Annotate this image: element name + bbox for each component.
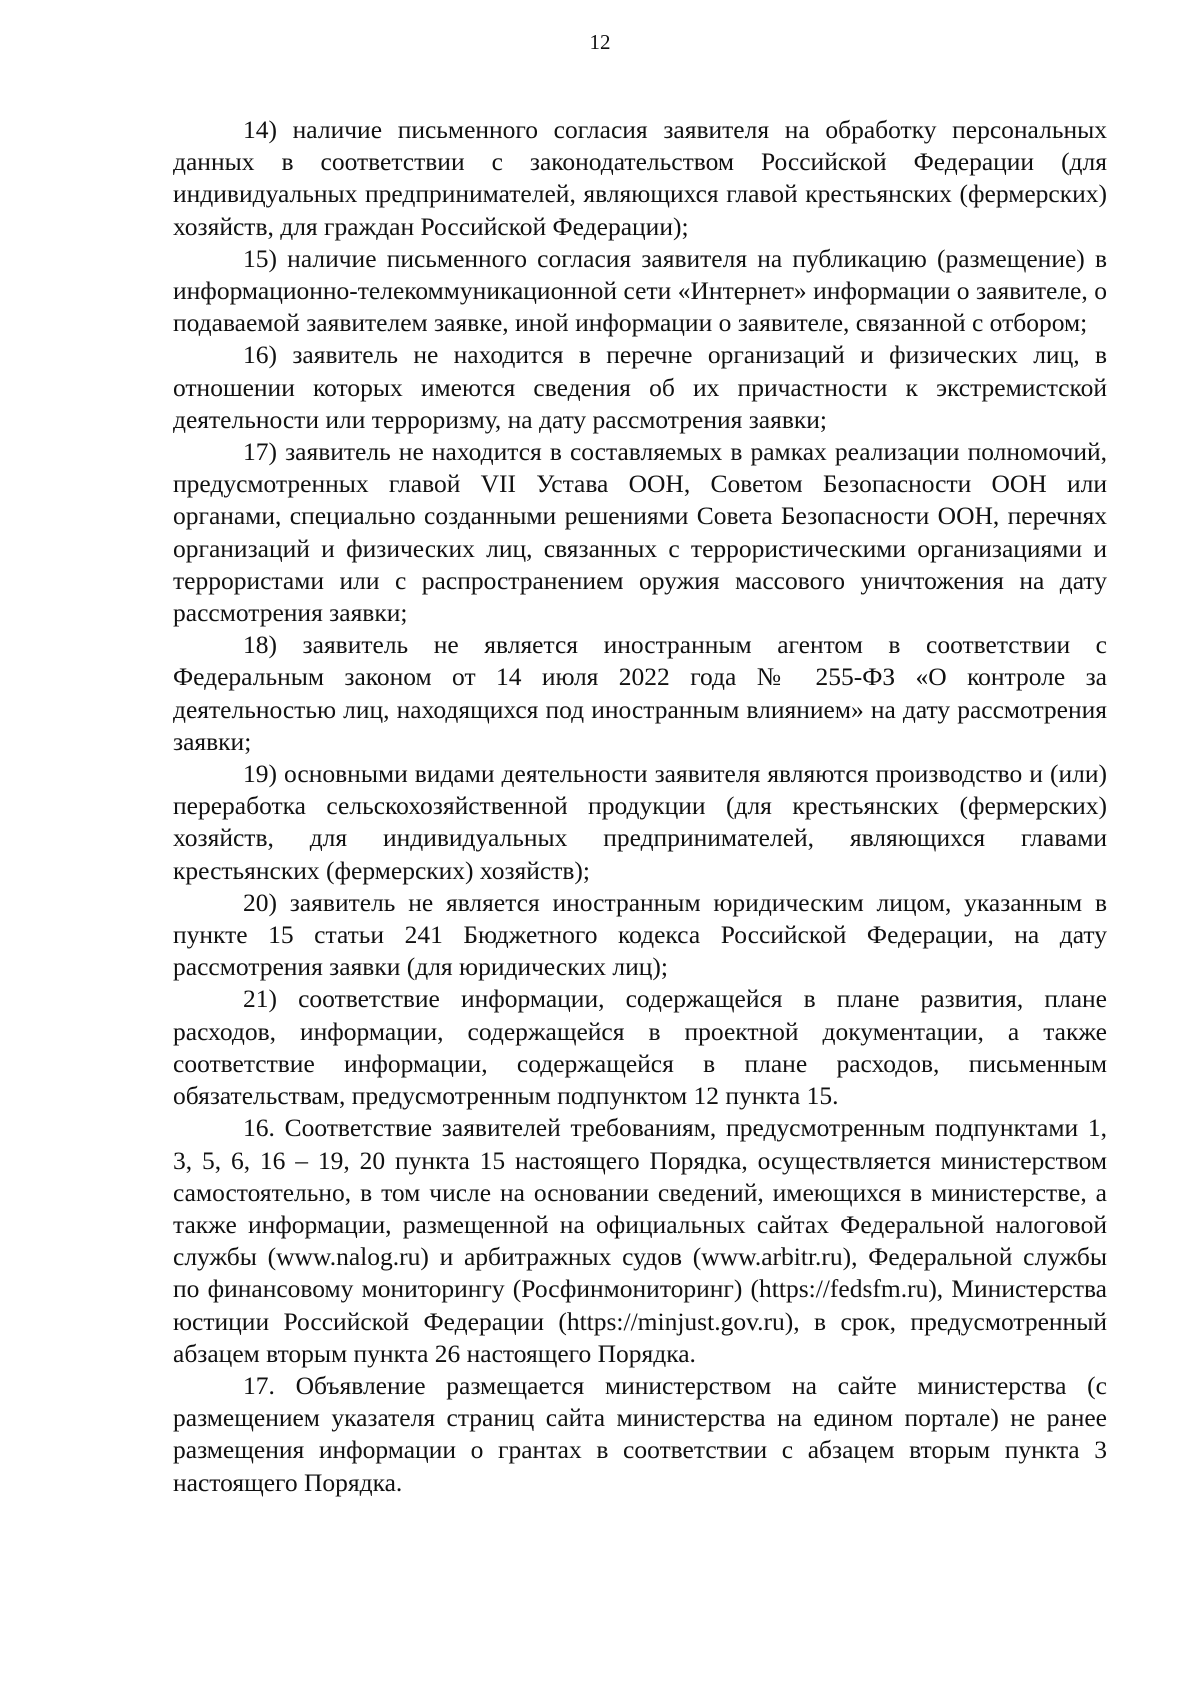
page-number: 12 [589,30,611,54]
document-body [173,114,1107,1499]
paragraph-section-16: 16. Соответствие заявителей требованиям, предусмотренным подпунктами 1, 3, 5, 6, 16 – 19, 20 пункта 15 настоящего Порядка, осуществляется министерством самостоятельно, в том числе на основании сведений, имеющихся в министерстве, а также информации, размещенной на официальных сайтах Федеральной налоговой службы (www.nalog.ru) и арбитражных судов (www.arbitr.ru), Федеральной службы по финансовому мониторингу (Росфинмониторинг) (https://fedsfm.ru), Министерства юстиции Российской Федерации (https://minjust.gov.ru), в срок, предусмотренный абзацем вторым пункта 26 настоящего Порядка. [173,1113,1107,1368]
paragraph-item-16: 16) заявитель не находится в перечне организаций и физических лиц, в отношении которых имеются сведения об их причастности к экстремистской деятельности или терроризму, на дату рассмотрения заявки; [173,340,1107,434]
paragraph-item-17: 17) заявитель не находится в составляемых в рамках реализации полномочий, предусмотренных главой VII Устава ООН, Советом Безопасности ООН или органами, специально созданными решениями Совета Безопасности ООН, перечнях организаций и физических лиц, связанных с террористическими организациями и террористами или с распространением оружия массового уничтожения на дату рассмотрения заявки; [173,437,1107,628]
paragraph-item-15: 15) наличие письменного согласия заявителя на публикацию (размещение) в информационно-телекоммуникационной сети «Интернет» информации о заявителе, о подаваемой заявителем заявке, иной информации о заявителе, связанной с отбором; [173,243,1107,338]
paragraph-item-21: 21) соответствие информации, содержащейся в плане развития, плане расходов, информации, содержащейся в проектной документации, а также соответствие информации, содержащейся в плане расходов, письменным обязательствам, предусмотренным подпунктом 12 пункта 15. [173,984,1107,1111]
paragraph-item-20: 20) заявитель не является иностранным юридическим лицом, указанным в пункте 15 статьи 241 Бюджетного кодекса Российской Федерации, на дату рассмотрения заявки (для юридических лиц); [173,887,1107,982]
paragraph-item-19: 19) основными видами деятельности заявителя являются производство и (или) переработка сельскохозяйственной продукции (для крестьянских (фермерских) хозяйств, для индивидуальных предпринимателей, являющихся главами крестьянских (фермерских) хозяйств); [173,759,1107,885]
paragraph-item-14: 14) наличие письменного согласия заявителя на обработку персональных данных в соответствии с законодательством Российской Федерации (для индивидуальных предпринимателей, являющихся главой крестьянских (фермерских) хозяйств, для граждан Российской Федерации); [173,115,1107,241]
paragraph-section-17: 17. Объявление размещается министерством на сайте министерства (с размещением указателя страниц сайта министерства на едином портале) не ранее размещения информации о грантах в соответствии с абзацем вторым пункта 3 настоящего Порядка. [173,1370,1107,1497]
paragraph-item-18: 18) заявитель не является иностранным агентом в соответствии с Федеральным законом от 14 июля 2022 года № 255-ФЗ «О контроле за деятельностью лиц, находящихся под иностранным влиянием» на дату рассмотрения заявки; [173,630,1107,756]
